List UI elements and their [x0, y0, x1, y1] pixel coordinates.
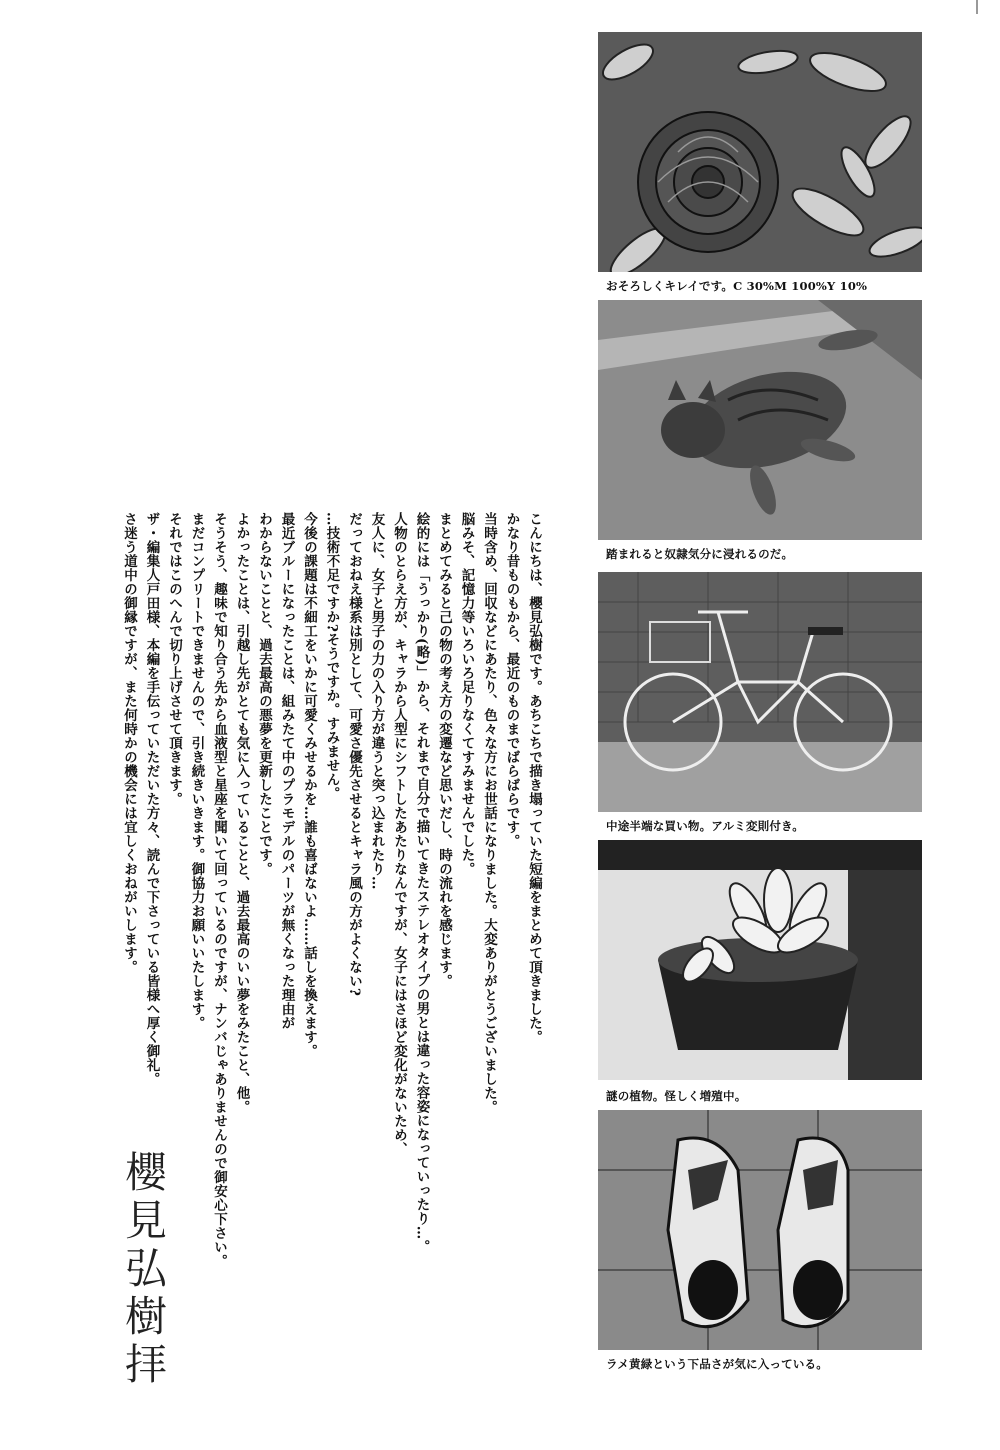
photo-caption: ラメ黄緑という下品さが気に入っている。 [606, 1357, 828, 1371]
body-line: こんにちは、櫻見弘樹です。あちこちで描き塌っていた短編をまとめて頂きました。 [526, 512, 542, 1044]
photo-sneakers [598, 1110, 922, 1350]
body-line: さ迷う道中の御縁ですが、また何時かの機会には宜しくおねがいします。 [121, 512, 137, 974]
page-edge-mark [976, 0, 978, 14]
body-line: だっておねえ様系は別として、可愛さ優先させるとキャラ風の方がよくない? [346, 512, 362, 997]
peony-flower-icon [598, 32, 922, 272]
sneakers-icon [598, 1110, 922, 1350]
photo-cat [598, 300, 922, 540]
body-line: 今後の課題は不細工をいかに可愛くみせるかを…誰も喜ばないよ……話しを換えます。 [301, 512, 317, 1058]
body-line: それではこのへんで切り上げさせて頂きます。 [166, 512, 182, 806]
photo-bicycle [598, 572, 922, 812]
body-line: まとめてみると己の物の考え方の変遷など思いだし、時の流れを感じます。 [436, 512, 452, 988]
bicycle-icon [598, 572, 922, 812]
signature-text: 櫻見弘樹拝 [119, 1150, 168, 1390]
photo-caption: 謎の植物。怪しく増殖中。 [606, 1089, 747, 1103]
photo-peony [598, 32, 922, 272]
afterword-body-text [118, 512, 546, 1268]
body-line: 最近ブルーになったことは、組みたて中のプラモデルのパーツが無くなった理由が [278, 512, 295, 1030]
body-line: かなり昔ものもから、最近のものまでばらばらです。 [503, 512, 520, 848]
succulent-plant-icon [598, 840, 922, 1080]
body-line: 友人に、女子と男子の力の入り方が違うと突っ込まれたり… [368, 512, 385, 890]
body-line: …技術不足ですか?そうですか。すみません。 [323, 512, 340, 801]
body-line: まだコンプリートできませんので、引き続きいきます。御協力お願いいたします。 [188, 512, 205, 1030]
body-line: そうそう、趣味で知り合う先から血液型と星座を聞いて回っているのですが、ナンバじゃありませんので御安心下さい。 [211, 512, 227, 1268]
author-signature [108, 1150, 168, 1390]
body-line: わからないことと、過去最高の悪夢を更新したことです。 [256, 512, 272, 876]
photo-caption: 踏まれると奴隷気分に浸れるのだ。 [606, 547, 794, 561]
photo-caption: 中途半端な買い物。アルミ変則付き。 [606, 819, 804, 833]
body-line: 当時含め、回収などにあたり、色々な方にお世話になりました。大変ありがとうございました。 [481, 512, 497, 1114]
photo-caption: おそろしくキレイです。C 30%M 100%Y 10% [606, 279, 868, 293]
photo-plant [598, 840, 922, 1080]
body-line: 絵的には「うっかり(略)」から、それまで自分で描いてきたステレオタイプの男とは違った容姿になっていったり…。 [413, 512, 430, 1254]
body-line: よかったことは、引越し先がとても気に入っていることと、過去最高のいい夢をみたこと、他。 [233, 512, 250, 1114]
body-line: 人物のとらえ方が、キャラから人型にシフトしたあたりなんですが、女子にはさほど変化がないため、 [391, 512, 407, 1156]
sleeping-cat-icon [598, 300, 922, 540]
body-line: 脳みそ、記憶力等いろいろ足りなくてすみませんでした。 [458, 512, 475, 876]
body-line: ザ・編集人戸田様、本編を手伝っていただいた方々、読んで下さっている皆様へ厚く御礼。 [143, 512, 160, 1086]
